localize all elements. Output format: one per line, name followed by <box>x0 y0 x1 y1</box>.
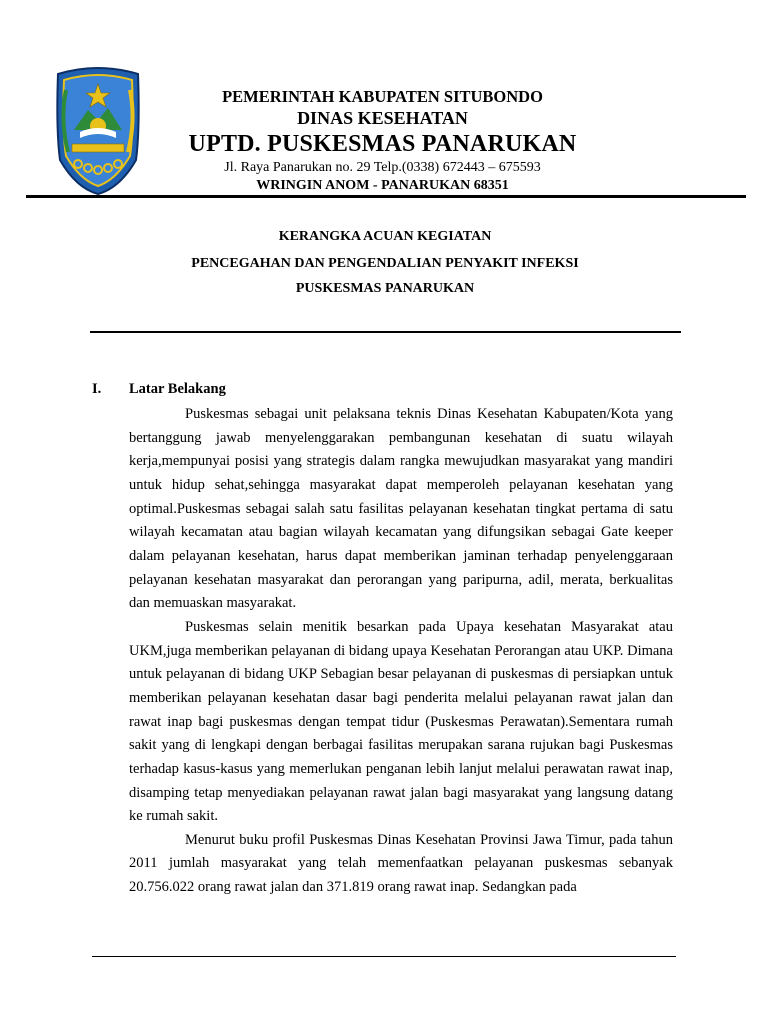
paragraph: Puskesmas sebagai unit pelaksana teknis Dinas Kesehatan Kabupaten/Kota yang bertanggung jawab menyelenggarakan pembangunan kesehatan di suatu wilayah kerja,mempunyai posisi yang strategis dalam rangka mewujudkan masyarakat yang mandiri untuk hidup sehat,sehingga masyarakat dapat memperoleh pelayanan kesehatan yang optimal.Puskesmas sebagai salah satu fasilitas pelayanan kesehatan tingkat pertama di satu wilayah kecamatan atau bagian wilayah kecamatan yang difungsikan sebagai Gate keeper dalam pelayanan kesehatan, harus dapat memberikan jaminan terhadap penyelenggaraan pelayanan kesehatan masyarakat dan perorangan yang paripurna, adil, merata, berkualitas dan memuaskan masyarakat. <box>129 406 673 612</box>
regency-emblem-icon <box>48 60 148 196</box>
section-number: I. <box>92 381 102 397</box>
document-title-line2: PENCEGAHAN DAN PENGENDALIAN PENYAKIT INFEKSI <box>191 256 579 271</box>
paragraph: Puskesmas selain menitik besarkan pada Upaya kesehatan Masyarakat atau UKM,juga memberikan pelayanan di bidang upaya Kesehatan Perorangan atau UKP. Dimana untuk pelayanan di bidang UKP Sebagian besar pelayanan di puskesmas di persiapkan untuk memberikan pelayanan kesehatan dasar bagi penderita melalui pelayanan rawat jalan dan rawat inap bagi puskesmas dengan tempat tidur (Puskesmas Perawatan).Sementara rumah sakit yang di lengkapi dengan berbagai fasilitas merupakan sarana rujukan bagi Puskesmas terhadap kasus-kasus yang memerlukan penganan lebih lanjut melalui perawatan rawat inap, disamping tetap menyediakan pelayanan rawat jalan bagi masyarakat yang langsung datang ke rumah sakit. <box>129 618 673 825</box>
title-divider <box>90 331 681 333</box>
letterhead-location: WRINGIN ANOM - PANARUKAN 68351 <box>256 178 509 193</box>
section-title: Latar Belakang <box>129 381 226 397</box>
document-title-line1: KERANGKA ACUAN KEGIATAN <box>278 229 492 244</box>
document-title-line3: PUSKESMAS PANARUKAN <box>295 281 475 296</box>
letterhead-government: PEMERINTAH KABUPATEN SITUBONDO <box>222 87 543 106</box>
letterhead-divider <box>26 195 746 198</box>
letterhead <box>160 86 605 195</box>
page-footer-rule <box>92 956 676 957</box>
letterhead-address: Jl. Raya Panarukan no. 29 Telp.(0338) 672443 – 675593 <box>224 160 541 175</box>
section-body <box>129 403 673 900</box>
letterhead-institution: UPTD. PUSKESMAS PANARUKAN <box>188 131 577 157</box>
paragraph: Menurut buku profil Puskesmas Dinas Kesehatan Provinsi Jawa Timur, pada tahun 2011 jumlah masyarakat yang telah memenfaatkan pelayanan puskesmas sebanyak 20.756.022 orang rawat jalan dan 371.819 orang rawat inap. Sedangkan pada <box>129 831 673 896</box>
letterhead-agency: DINAS KESEHATAN <box>297 108 468 128</box>
